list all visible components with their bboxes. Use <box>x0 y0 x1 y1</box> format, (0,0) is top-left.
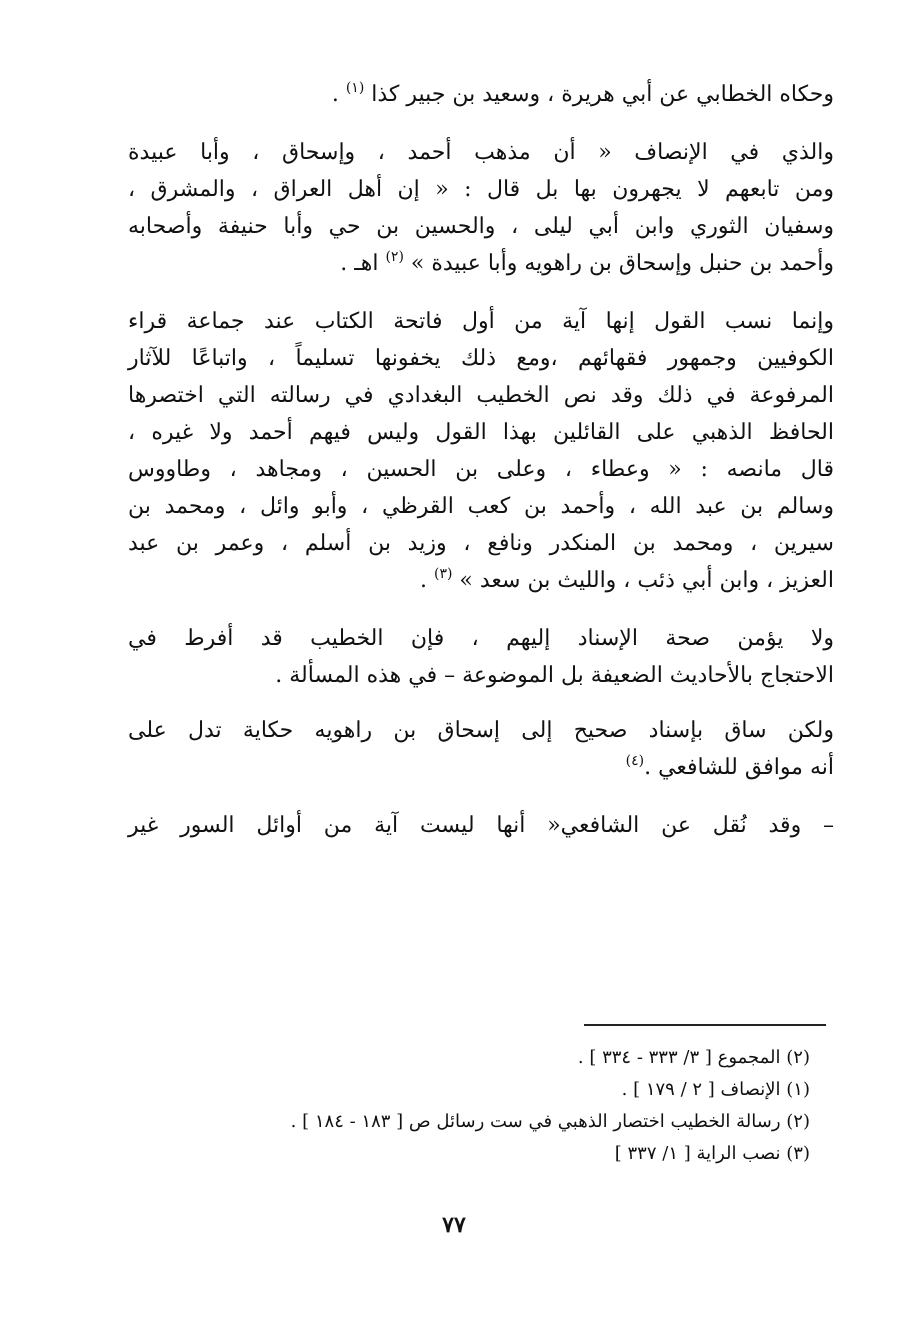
page-number: ٧٧ <box>442 1212 466 1238</box>
paragraph-2 <box>128 134 834 285</box>
footnote-ref[interactable]: (١) <box>345 80 365 96</box>
text-line: قال مانصه : « وعطاء ، وعلى بن الحسين ، ومجاهد ، وطاووس <box>128 457 834 482</box>
page-body <box>128 76 834 862</box>
text-line: الاحتجاج بالأحاديث الضعيفة بل الموضوعة – في هذه المسألة . <box>275 663 834 688</box>
footnote-item: (٢) رسالة الخطيب اختصار الذهبي في ست رسائل ص [ ١٨٣ - ١٨٤ ] . <box>290 1111 810 1132</box>
text-line: ومن تابعهم لا يجهرون بها بل قال : « إن أهل العراق ، والمشرق ، <box>128 177 834 202</box>
text-line: – وقد نُقل عن الشافعي« أنها ليست آية من أوائل السور غير <box>128 813 834 838</box>
text-line: ولا يؤمن صحة الإسناد إليهم ، فإن الخطيب قد أفرط في <box>128 626 834 651</box>
footnote-item: (١) الإنصاف [ ٢ / ١٧٩ ] . <box>621 1079 810 1100</box>
paragraph-4 <box>128 620 834 694</box>
footnote-ref[interactable]: (٣) <box>433 566 453 582</box>
text-line: سيرين ، ومحمد بن المنكدر ونافع ، وزيد بن أسلم ، وعمر بن عبد <box>128 531 834 556</box>
paragraph-1 <box>128 76 834 116</box>
paragraph-3 <box>128 303 834 602</box>
text-line: وإنما نسب القول إنها آية من أول فاتحة الكتاب عند جماعة قراء <box>128 309 834 334</box>
footnotes <box>170 1042 810 1170</box>
text-line: ولكن ساق بإسناد صحيح إلى إسحاق بن راهويه حكاية تدل على <box>128 718 834 743</box>
text-line: وأحمد بن حنبل وإسحاق بن راهويه وأبا عبيدة » $^{(٢)}$ اهـ . <box>340 249 834 276</box>
text-line: وسالم بن عبد الله ، وأحمد بن كعب القرظي ، وأبو وائل ، ومحمد بن <box>128 494 834 519</box>
footnote-item: (٢) المجموع [ ٣/ ٣٣٣ - ٣٣٤ ] . <box>577 1047 810 1068</box>
text-line: المرفوعة في ذلك وقد نص الخطيب البغدادي في رسالته التي اختصرها <box>128 383 834 408</box>
footnote-item: (٣) نصب الراية [ ١/ ٣٣٧ ] <box>614 1143 810 1164</box>
footnote-ref[interactable]: (٤) <box>625 753 645 769</box>
text-line: أنه موافق للشافعي .$^{(٤)}$ <box>625 753 834 780</box>
text-line: العزيز ، وابن أبي ذئب ، والليث بن سعد » $^{(٣)}$ . <box>419 566 834 593</box>
text-line: والذي في الإنصاف « أن مذهب أحمد ، وإسحاق ، وأبا عبيدة <box>128 140 834 165</box>
text-line: الكوفيين وجمهور فقهائهم ،ومع ذلك يخفونها تسليماً ، واتباعًا للآثار <box>128 346 834 371</box>
paragraph-6 <box>128 807 834 844</box>
paragraph-5 <box>128 712 834 789</box>
text-line: وحكاه الخطابي عن أبي هريرة ، وسعيد بن جبير كذا $^{(١)}$ . <box>331 80 834 107</box>
footnote-divider <box>584 1024 826 1026</box>
text-line: الحافظ الذهبي على القائلين بهذا القول وليس فيهم أحمد ولا غيره ، <box>128 420 834 445</box>
footnote-ref[interactable]: (٢) <box>385 249 404 265</box>
text-line: وسفيان الثوري وابن أبي ليلى ، والحسين بن حي وأبا حنيفة وأصحابه <box>128 214 834 239</box>
